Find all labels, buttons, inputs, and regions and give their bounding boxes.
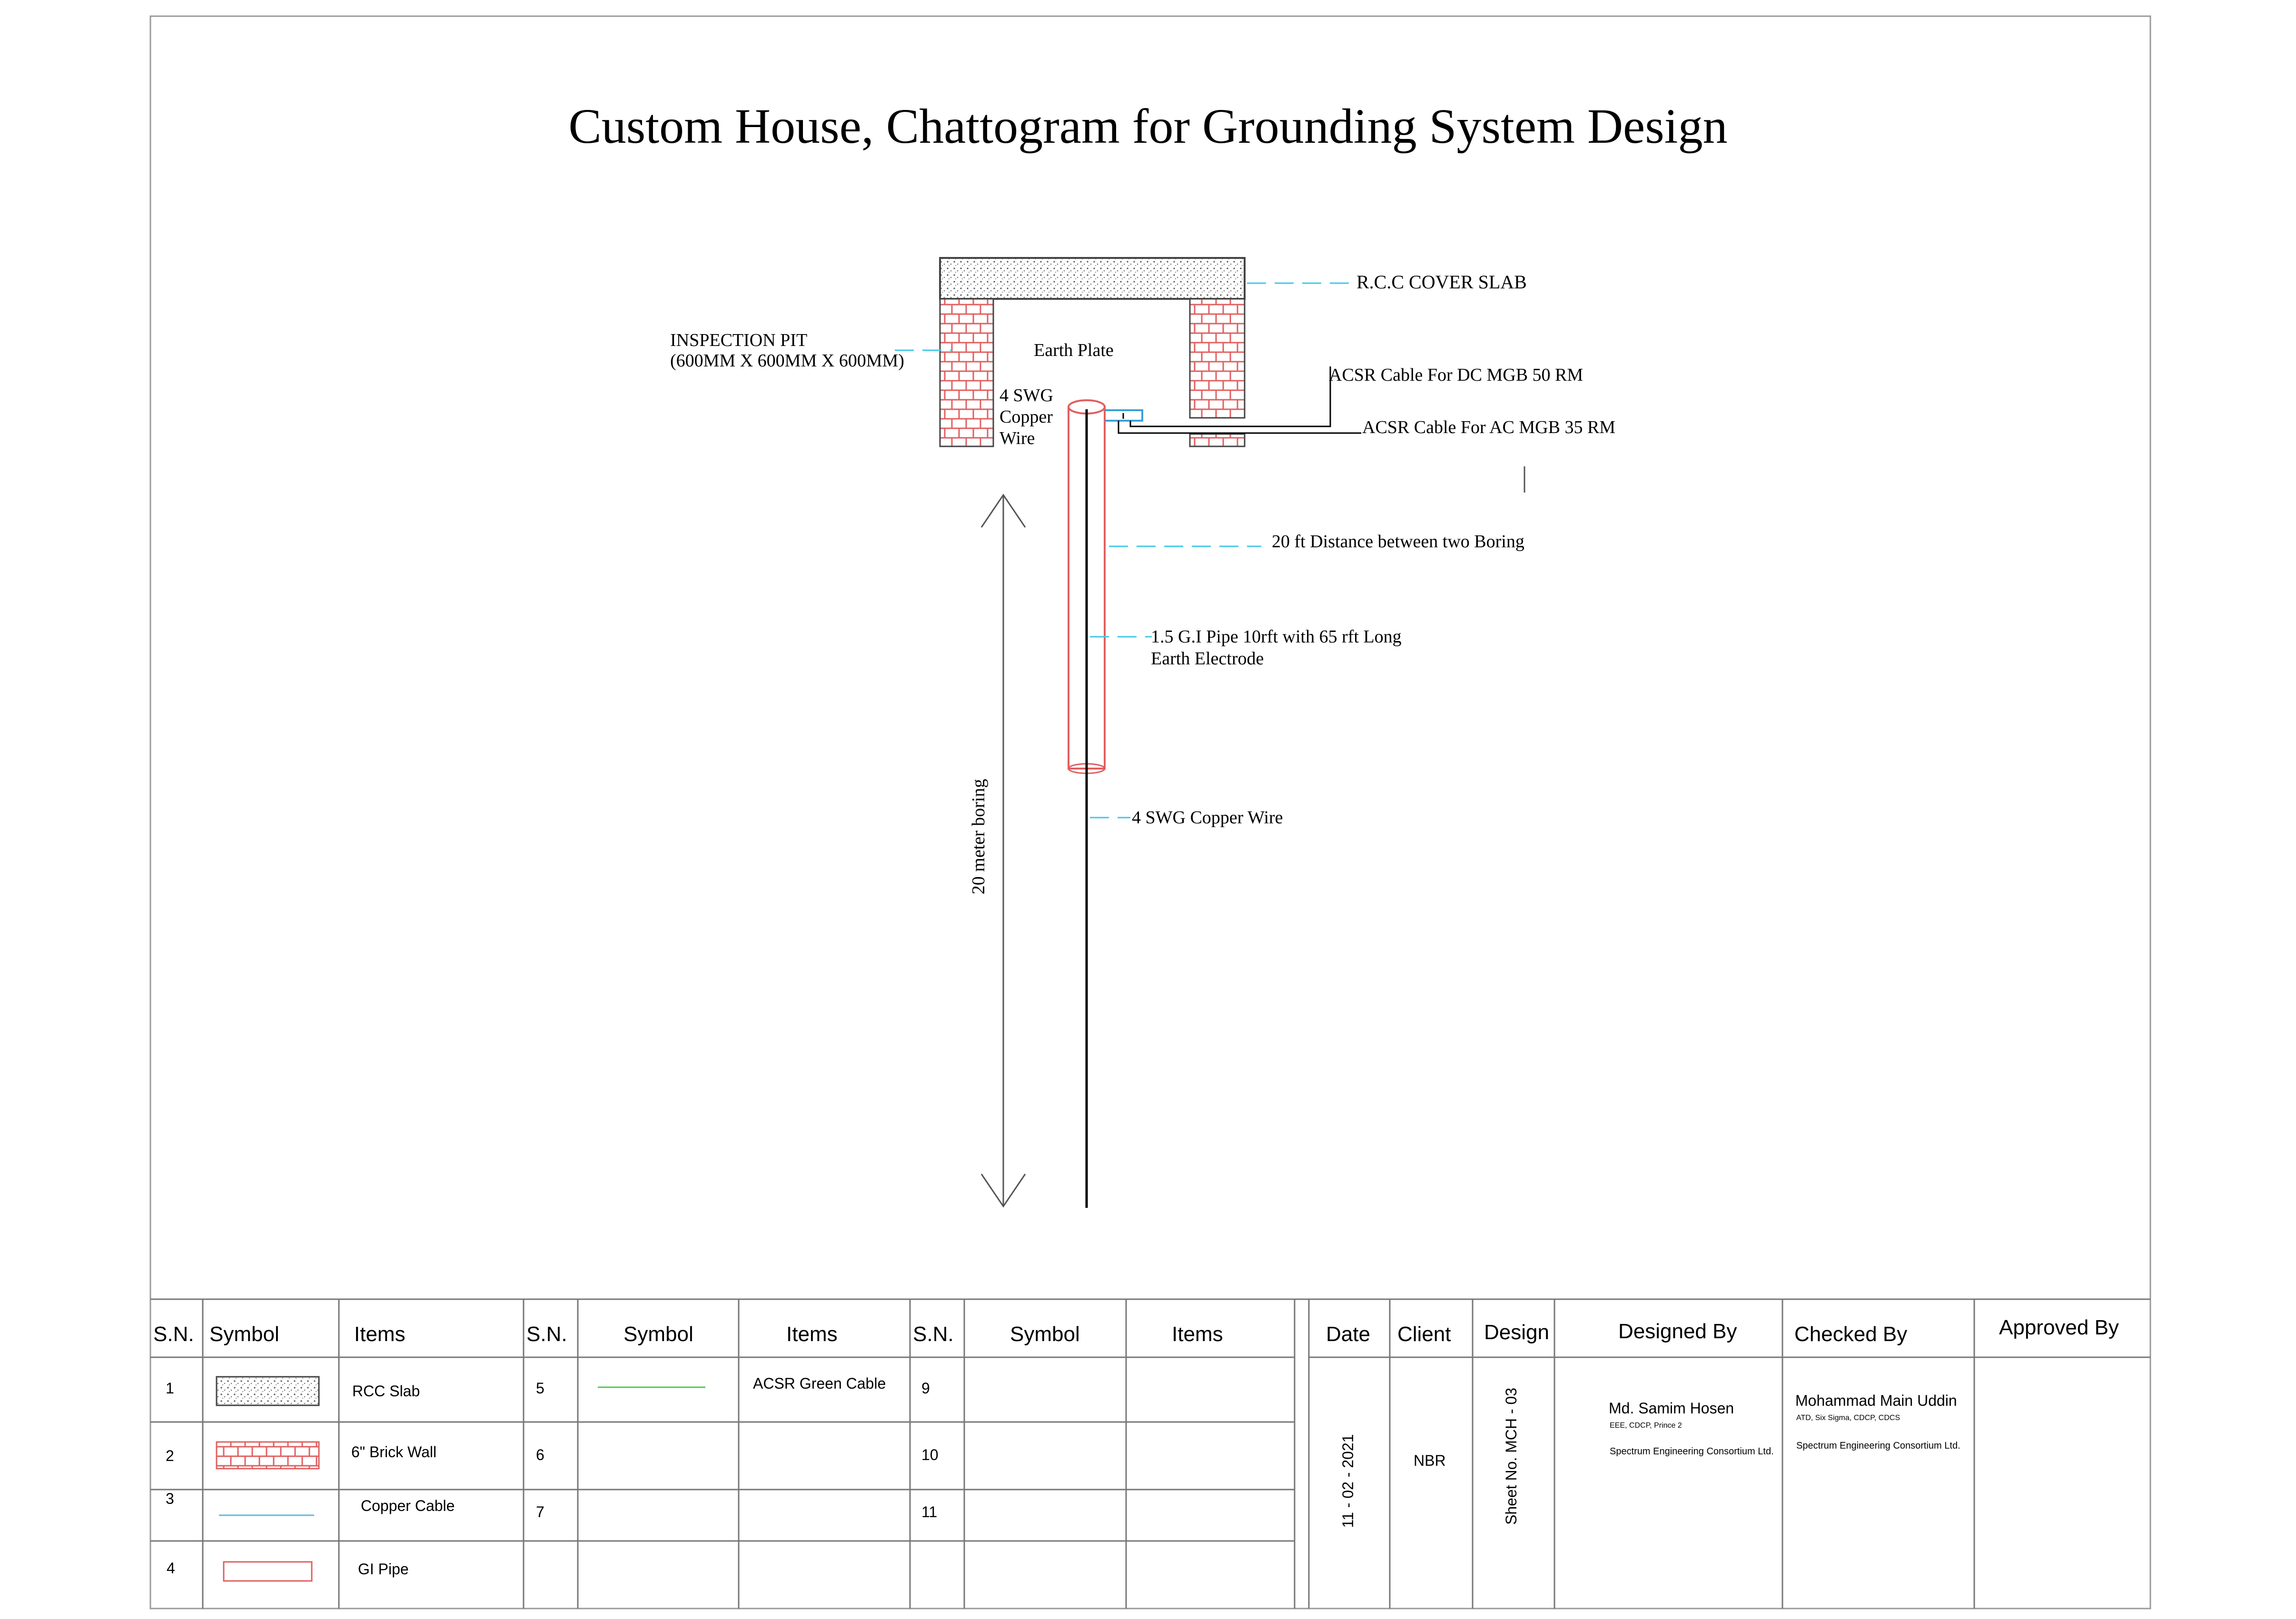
rcc-slab-label: R.C.C COVER SLAB — [1356, 271, 1527, 293]
brick-wall-right — [1190, 299, 1245, 418]
tb-client: NBR — [1414, 1452, 1446, 1469]
inspection-pit-label-2: (600MM X 600MM X 600MM) — [670, 351, 904, 371]
rcc-slab-symbol — [217, 1377, 319, 1405]
legend-sn-2: 2 — [166, 1447, 174, 1464]
tb-header-client: Client — [1397, 1323, 1451, 1346]
checker-name: Mohammad Main Uddin — [1795, 1392, 1957, 1409]
gi-pipe-label-1: 1.5 G.I Pipe 10rft with 65 rft Long — [1151, 627, 1402, 647]
drawing-title: Custom House, Chattogram for Grounding System Design — [568, 99, 1728, 154]
legend-header-sn-2: S.N. — [526, 1323, 567, 1346]
legend-item-2: 6" Brick Wall — [351, 1443, 437, 1461]
boring-depth-label: 20 meter boring — [969, 779, 989, 895]
designer-credentials: EEE, CDCP, Prince 2 — [1610, 1422, 1682, 1430]
legend-header-symbol-1: Symbol — [209, 1323, 279, 1346]
legend-item-3: Copper Cable — [361, 1497, 455, 1514]
designer-name: Md. Samim Hosen — [1609, 1400, 1734, 1417]
brick-wall-symbol — [217, 1442, 319, 1469]
rcc-cover-slab — [940, 258, 1245, 299]
brick-wall-right-base — [1190, 434, 1245, 446]
gi-pipe-label-2: Earth Electrode — [1151, 649, 1264, 669]
legend-item-5: ACSR Green Cable — [753, 1375, 886, 1392]
swg-top-label-3: Wire — [1000, 428, 1035, 448]
swg-top-label-2: Copper — [1000, 407, 1053, 427]
checker-credentials: ATD, Six Sigma, CDCP, CDCS — [1796, 1414, 1900, 1422]
checker-company: Spectrum Engineering Consortium Ltd. — [1796, 1441, 1960, 1451]
tb-design: Sheet No. MCH - 03 — [1503, 1387, 1520, 1525]
inspection-pit-label-1: INSPECTION PIT — [670, 330, 808, 350]
legend-header-sn-1: S.N. — [153, 1323, 194, 1346]
legend-sn-11: 11 — [921, 1503, 938, 1520]
legend-item-4: GI Pipe — [358, 1560, 409, 1578]
legend-sn-4: 4 — [167, 1560, 175, 1577]
tb-header-designed-by: Designed By — [1618, 1320, 1737, 1343]
acsr-dc-label: ACSR Cable For DC MGB 50 RM — [1329, 365, 1583, 385]
swg-bottom-label: 4 SWG Copper Wire — [1132, 808, 1283, 828]
legend-item-1: RCC Slab — [352, 1382, 420, 1400]
legend-header-symbol-2: Symbol — [623, 1323, 693, 1346]
legend-sn-7: 7 — [536, 1503, 544, 1520]
gi-pipe-symbol — [224, 1562, 312, 1581]
tb-header-design: Design — [1484, 1321, 1549, 1344]
legend-header-sn-3: S.N. — [913, 1323, 954, 1346]
brick-wall-left — [940, 299, 993, 446]
legend-header-items-2: Items — [786, 1323, 838, 1346]
legend-sn-10: 10 — [921, 1446, 939, 1463]
swg-top-label-1: 4 SWG — [1000, 385, 1053, 405]
tb-header-approved-by: Approved By — [1999, 1316, 2119, 1339]
legend-header-items-1: Items — [354, 1323, 406, 1346]
earth-plate-label: Earth Plate — [1034, 340, 1114, 360]
legend-sn-6: 6 — [536, 1446, 544, 1463]
tb-header-checked-by: Checked By — [1794, 1323, 1908, 1346]
tb-header-date: Date — [1326, 1323, 1370, 1346]
legend-header-symbol-3: Symbol — [1010, 1323, 1080, 1346]
legend-header-items-3: Items — [1172, 1323, 1223, 1346]
legend-sn-9: 9 — [921, 1380, 930, 1397]
tb-date: 11 - 02 - 2021 — [1339, 1434, 1356, 1528]
legend-sn-5: 5 — [536, 1380, 544, 1397]
designer-company: Spectrum Engineering Consortium Ltd. — [1610, 1446, 1774, 1457]
distance-boring-label: 20 ft Distance between two Boring — [1272, 532, 1524, 552]
legend-sn-3: 3 — [166, 1490, 174, 1507]
acsr-ac-label: ACSR Cable For AC MGB 35 RM — [1362, 417, 1616, 437]
legend-sn-1: 1 — [166, 1380, 174, 1397]
